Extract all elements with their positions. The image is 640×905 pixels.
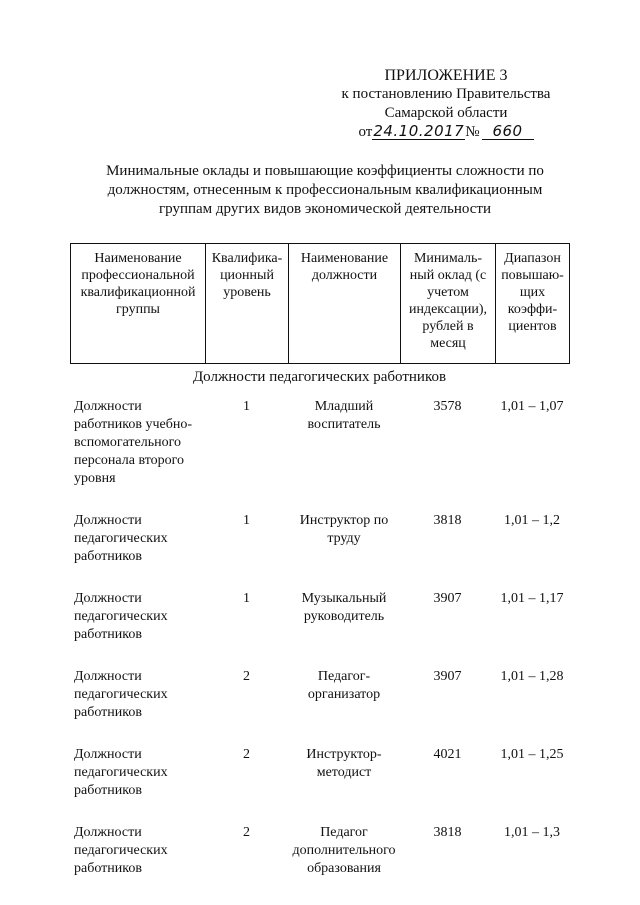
table-row <box>70 746 569 800</box>
table-row <box>70 590 569 644</box>
cell-range: 1,01 – 1,07 <box>500 399 564 414</box>
date-prefix: от <box>358 124 373 140</box>
cell-level: 1 <box>243 399 250 414</box>
handwritten-number: 660 <box>482 123 534 140</box>
table-row <box>70 512 569 566</box>
header-group: Наименование профессиональной квалификационной группы <box>71 244 206 364</box>
cell-salary: 3578 <box>433 399 462 414</box>
cell-group: Должности педагогических работников <box>74 825 168 876</box>
cell-position: Педагог дополнительного образования <box>292 825 396 876</box>
cell-group: Должности педагогических работников <box>74 513 168 564</box>
cell-level: 2 <box>243 825 250 840</box>
cell-group: Должности педагогических работников <box>74 669 168 720</box>
table-body <box>70 398 569 902</box>
cell-group: Должности педагогических работников <box>74 591 168 642</box>
header-range: Диапазон повышаю- щих коэффи- циентов <box>496 244 570 364</box>
table-row <box>70 824 569 878</box>
document-title: Минимальные оклады и повышающие коэффициенты сложности по должностям, отнесенным к профессиональным квалификационным группам других видов экономической деятельности <box>106 163 544 217</box>
cell-level: 1 <box>243 513 250 528</box>
cell-position: Педагог-организатор <box>307 669 381 702</box>
header-level: Квалифика- ционный уровень <box>206 244 289 364</box>
table-header <box>70 243 570 364</box>
appendix-line-1: к постановлению Правительства <box>341 86 551 102</box>
cell-level: 1 <box>243 591 250 606</box>
cell-position: Младший воспитатель <box>307 399 381 432</box>
cell-salary: 3818 <box>433 513 462 528</box>
table-row <box>70 398 569 488</box>
number-sign: № <box>465 124 480 140</box>
cell-salary: 3818 <box>433 825 462 840</box>
cell-position: Инструктор по труду <box>299 513 389 546</box>
appendix-header <box>316 66 576 142</box>
cell-level: 2 <box>243 747 250 762</box>
header-salary: Минималь- ный оклад (с учетом индексации), рублей в месяц <box>401 244 496 364</box>
header-position: Наименование должности <box>289 244 401 364</box>
cell-salary: 3907 <box>433 669 462 684</box>
cell-salary: 3907 <box>433 591 462 606</box>
cell-position: Инструктор-методист <box>306 747 382 780</box>
cell-level: 2 <box>243 669 250 684</box>
cell-group: Должности работников учебно-вспомогательного персонала второго уровня <box>74 399 192 486</box>
cell-range: 1,01 – 1,28 <box>500 669 564 684</box>
cell-range: 1,01 – 1,3 <box>504 825 560 840</box>
section-title: Должности педагогических работников <box>192 369 447 385</box>
table-row <box>70 668 569 722</box>
appendix-line-2: Самарской области <box>384 105 508 121</box>
appendix-date-line <box>358 123 533 142</box>
cell-group: Должности педагогических работников <box>74 747 168 798</box>
cell-range: 1,01 – 1,25 <box>500 747 564 762</box>
cell-position: Музыкальный руководитель <box>301 591 387 624</box>
appendix-title: ПРИЛОЖЕНИЕ 3 <box>384 67 508 84</box>
cell-range: 1,01 – 1,2 <box>504 513 560 528</box>
cell-salary: 4021 <box>433 747 462 762</box>
cell-range: 1,01 – 1,17 <box>500 591 564 606</box>
handwritten-date: 24.10.2017 <box>373 122 465 140</box>
